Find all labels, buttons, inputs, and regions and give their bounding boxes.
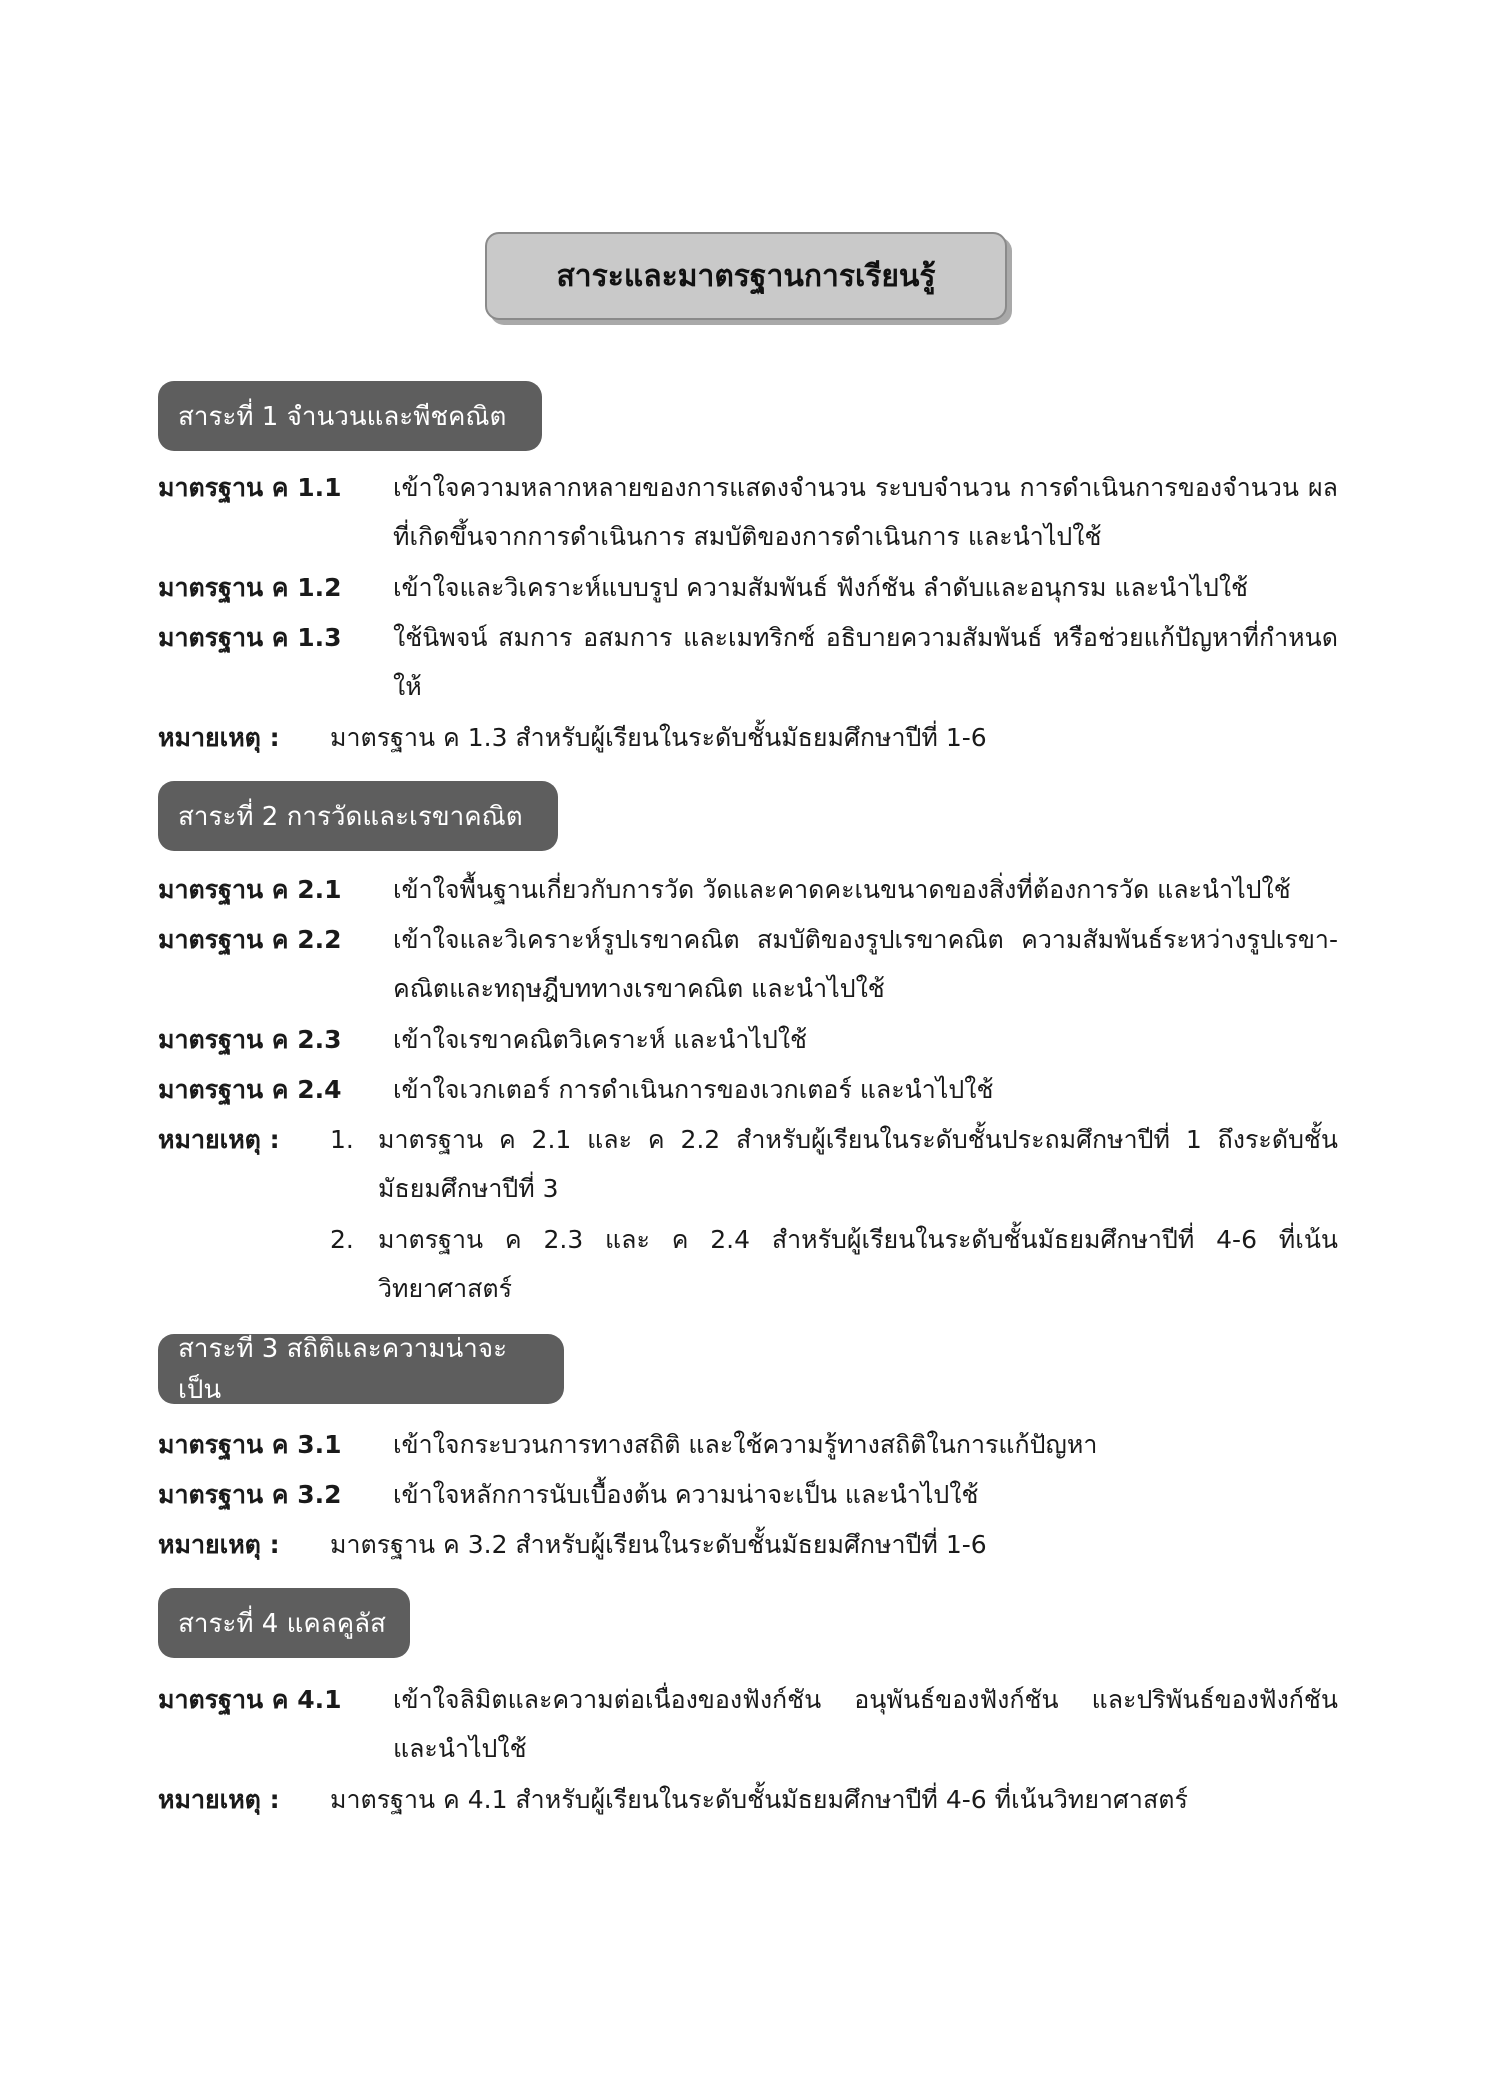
standard-label: มาตรฐาน ค 1.3 xyxy=(158,623,342,652)
section-heading-2: สาระที่ 2 การวัดและเรขาคณิต xyxy=(158,781,558,851)
standard-row xyxy=(158,563,1338,612)
note-row xyxy=(158,1215,1338,1313)
standard-row xyxy=(158,1015,1338,1064)
note-item-text: มาตรฐาน ค 2.1 และ ค 2.2 สำหรับผู้เรียนในระดับชั้นประถมศึกษาปีที่ 1 ถึงระดับชั้นมัธยมศึกษาปีที่ 3 xyxy=(378,1125,1338,1203)
standard-row xyxy=(158,1675,1338,1773)
standard-row xyxy=(158,865,1338,914)
standard-label: มาตรฐาน ค 2.4 xyxy=(158,1075,342,1104)
standard-text: เข้าใจกระบวนการทางสถิติ และใช้ความรู้ทางสถิติในการแก้ปัญหา xyxy=(393,1430,1098,1459)
standard-row xyxy=(158,1065,1338,1114)
note-row xyxy=(158,1775,1338,1824)
standard-text: เข้าใจเวกเตอร์ การดำเนินการของเวกเตอร์ และนำไปใช้ xyxy=(393,1075,994,1104)
section-heading-1: สาระที่ 1 จำนวนและพีชคณิต xyxy=(158,381,542,451)
note-text: มาตรฐาน ค 1.3 สำหรับผู้เรียนในระดับชั้นมัธยมศึกษาปีที่ 1-6 xyxy=(330,723,987,752)
note-item-number: 2. xyxy=(330,1225,354,1254)
note-row xyxy=(158,1520,1338,1569)
note-item-number: 1. xyxy=(330,1125,354,1154)
standard-text: เข้าใจพื้นฐานเกี่ยวกับการวัด วัดและคาดคะเนขนาดของสิ่งที่ต้องการวัด และนำไปใช้ xyxy=(393,875,1291,904)
standard-label: มาตรฐาน ค 2.1 xyxy=(158,875,342,904)
standard-row xyxy=(158,463,1338,561)
standard-row xyxy=(158,1420,1338,1469)
standard-label: มาตรฐาน ค 1.1 xyxy=(158,473,342,502)
standard-text: เข้าใจหลักการนับเบื้องต้น ความน่าจะเป็น และนำไปใช้ xyxy=(393,1480,979,1509)
note-label: หมายเหตุ : xyxy=(158,1125,280,1154)
standard-label: มาตรฐาน ค 2.2 xyxy=(158,925,342,954)
note-label: หมายเหตุ : xyxy=(158,1785,280,1814)
standard-text: เข้าใจและวิเคราะห์รูปเรขาคณิต สมบัติของรูปเรขาคณิต ความสัมพันธ์ระหว่างรูปเรขา-คณิตและทฤษฎีบททางเรขาคณิต และนำไปใช้ xyxy=(393,925,1338,1003)
standard-text: เข้าใจลิมิตและความต่อเนื่องของฟังก์ชัน อนุพันธ์ของฟังก์ชัน และปริพันธ์ของฟังก์ชัน และนำไปใช้ xyxy=(393,1685,1338,1763)
note-text: มาตรฐาน ค 4.1 สำหรับผู้เรียนในระดับชั้นมัธยมศึกษาปีที่ 4-6 ที่เน้นวิทยาศาสตร์ xyxy=(330,1785,1188,1814)
note-label: หมายเหตุ : xyxy=(158,1530,280,1559)
note-item-text: มาตรฐาน ค 2.3 และ ค 2.4 สำหรับผู้เรียนในระดับชั้นมัธยมศึกษาปีที่ 4-6 ที่เน้นวิทยาศาสตร์ xyxy=(378,1225,1338,1303)
standard-label: มาตรฐาน ค 4.1 xyxy=(158,1685,342,1714)
standard-row xyxy=(158,915,1338,1013)
standard-label: มาตรฐาน ค 3.2 xyxy=(158,1480,342,1509)
note-row xyxy=(158,1115,1338,1213)
note-row xyxy=(158,713,1338,762)
standard-text: เข้าใจและวิเคราะห์แบบรูป ความสัมพันธ์ ฟังก์ชัน ลำดับและอนุกรม และนำไปใช้ xyxy=(393,573,1249,602)
standard-text: ใช้นิพจน์ สมการ อสมการ และเมทริกซ์ อธิบายความสัมพันธ์ หรือช่วยแก้ปัญหาที่กำหนดให้ xyxy=(393,623,1338,701)
section-heading-3: สาระที่ 3 สถิติและความน่าจะเป็น xyxy=(158,1334,564,1404)
standard-text: เข้าใจเรขาคณิตวิเคราะห์ และนำไปใช้ xyxy=(393,1025,808,1054)
standard-row xyxy=(158,1470,1338,1519)
standard-label: มาตรฐาน ค 1.2 xyxy=(158,573,342,602)
note-label: หมายเหตุ : xyxy=(158,723,280,752)
standard-text: เข้าใจความหลากหลายของการแสดงจำนวน ระบบจำนวน การดำเนินการของจำนวน ผลที่เกิดขึ้นจากการดำเนินการ สมบัติของการดำเนินการ และนำไปใช้ xyxy=(393,473,1338,551)
section-heading-4: สาระที่ 4 แคลคูลัส xyxy=(158,1588,410,1658)
standard-label: มาตรฐาน ค 2.3 xyxy=(158,1025,342,1054)
note-text: มาตรฐาน ค 3.2 สำหรับผู้เรียนในระดับชั้นมัธยมศึกษาปีที่ 1-6 xyxy=(330,1530,987,1559)
standard-label: มาตรฐาน ค 3.1 xyxy=(158,1430,342,1459)
standard-row xyxy=(158,613,1338,711)
page-title: สาระและมาตรฐานการเรียนรู้ xyxy=(485,232,1007,320)
